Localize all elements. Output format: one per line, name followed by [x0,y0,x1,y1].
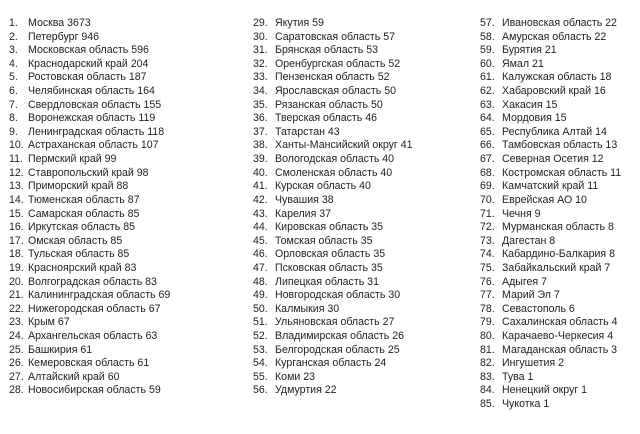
list-item-text: Тува 1 [502,370,534,383]
list-item [9,303,170,317]
list-item-number: 84. [480,384,495,397]
list-item [480,153,621,167]
list-item [253,330,413,344]
list-item-number: 30. [253,30,268,43]
list-item [253,221,413,235]
list-item-text: Ульяновская область 27 [275,316,395,329]
list-item [253,262,413,276]
list-item-number: 79. [480,316,495,329]
list-item [480,208,621,222]
list-item-text: Забайкальский край 7 [502,261,611,274]
list-item [253,180,413,194]
list-item-text: Хабаровский край 16 [502,85,606,98]
list-item-number: 17. [9,234,24,247]
list-item [253,99,413,113]
list-item-number: 27. [9,370,24,383]
list-item-number: 85. [480,398,495,411]
list-item-number: 18. [9,248,24,261]
list-item-number: 57. [480,17,495,29]
list-item-number: 21. [9,289,24,302]
list-item-number: 58. [480,30,495,43]
list-item [480,248,621,262]
list-item [253,139,413,153]
list-item-number: 70. [480,193,495,206]
list-item-number: 78. [480,302,495,315]
list-item [9,330,170,344]
list-item [253,235,413,249]
list-item-text: Еврейская АО 10 [502,193,587,206]
list-item-text: Вологодская область 40 [275,153,395,166]
list-item-text: Крым 67 [28,316,70,329]
list-item-text: Алтайский край 60 [28,370,120,383]
list-item [253,153,413,167]
list-item-number: 41. [253,180,268,193]
list-item-number: 39. [253,153,268,166]
list-item-text: Кабардино-Балкария 8 [502,248,615,261]
list-item-text: Самарская область 85 [28,207,140,220]
list-column-2 [253,17,413,398]
list-item [9,180,170,194]
list-item-number: 22. [9,302,24,315]
list-item-text: Курская область 40 [275,180,371,193]
list-item-text: Тюменская область 87 [28,193,140,206]
list-item-text: Тульская область 85 [28,248,130,261]
list-item-number: 55. [253,370,268,383]
list-item [9,194,170,208]
list-item-text: Липецкая область 31 [275,275,379,288]
list-item-text: Курганская область 24 [275,357,387,370]
list-item [9,371,170,385]
list-item-number: 59. [480,44,495,57]
list-item-text: Нижегородская область 67 [28,302,161,315]
list-item [9,344,170,358]
list-item-number: 65. [480,125,495,138]
list-item-text: Карелия 37 [275,207,332,220]
list-item [253,208,413,222]
list-item-text: Новгородская область 30 [275,289,401,302]
list-item-text: Томская область 35 [275,234,373,247]
list-item [253,357,413,371]
list-item-number: 46. [253,248,268,261]
list-item-text: Калининградская область 69 [28,289,171,302]
list-item-text: Северная Осетия 12 [502,153,604,166]
list-item-number: 26. [9,357,24,370]
list-item [480,289,621,303]
list-item-text: Адыгея 7 [502,275,547,288]
list-item-number: 50. [253,302,268,315]
list-item-text: Ставропольский край 98 [28,166,149,179]
list-item [9,384,170,398]
list-item-number: 11. [9,153,23,166]
list-item-number: 37. [253,125,268,138]
list-item-number: 4. [9,57,18,70]
list-item-number: 61. [480,71,495,84]
list-item-text: Татарстан 43 [275,125,340,138]
list-item [9,139,170,153]
list-item [253,126,413,140]
list-item [253,58,413,72]
list-item [9,289,170,303]
list-item-number: 47. [253,261,268,274]
list-item-number: 40. [253,166,268,179]
list-item-number: 49. [253,289,268,302]
list-item [480,194,621,208]
list-item [480,126,621,140]
list-item-text: Ненецкий округ 1 [502,384,588,397]
list-item-text: Ингушетия 2 [502,357,565,370]
list-item-text: Орловская область 35 [275,248,386,261]
list-item-number: 28. [9,384,24,397]
list-item-number: 81. [480,343,495,356]
list-item-text: Тверская область 46 [275,112,377,125]
list-item [9,99,170,113]
list-item-number: 63. [480,98,495,111]
list-item [253,371,413,385]
list-item-text: Калужская область 18 [502,71,612,84]
list-item [480,17,621,31]
list-item-number: 82. [480,357,495,370]
list-item-text: Пензенская область 52 [275,71,390,84]
list-item-text: Ленинградская область 118 [28,125,165,138]
list-item-text: Ханты-Мансийский округ 41 [275,139,413,152]
list-item [253,112,413,126]
list-item-number: 51. [253,316,268,329]
list-item-number: 36. [253,112,268,125]
list-item-text: Брянская область 53 [275,44,378,57]
list-item-number: 77. [480,289,495,302]
list-item-text: Свердловская область 155 [28,98,162,111]
list-item [480,99,621,113]
list-item-number: 5. [9,71,18,84]
list-item-text: Башкирия 61 [28,343,93,356]
list-item-text: Калмыкия 30 [275,302,340,315]
list-item [253,85,413,99]
list-item-number: 19. [9,261,24,274]
list-item [480,316,621,330]
list-item [480,398,621,412]
list-item-text: Пермский край 99 [28,153,117,166]
list-item-number: 75. [480,261,495,274]
list-item-text: Марий Эл 7 [502,289,560,302]
list-item-number: 35. [253,98,268,111]
list-item-text: Смоленская область 40 [275,166,393,179]
list-item-text: Коми 23 [275,370,315,383]
list-item-number: 3. [9,44,18,57]
list-item [480,262,621,276]
list-item-text: Челябинская область 164 [28,85,155,98]
list-item-number: 62. [480,85,495,98]
list-item-text: Ростовская область 187 [28,71,147,84]
list-item-text: Карачаево-Черкесия 4 [502,330,614,343]
list-item [253,31,413,45]
list-item-text: Дагестан 8 [502,234,556,247]
list-item-number: 52. [253,330,268,343]
list-item-text: Петербург 946 [28,30,100,43]
list-item [253,248,413,262]
list-item-text: Хакасия 15 [502,98,558,111]
list-item-number: 32. [253,57,268,70]
list-item [253,316,413,330]
list-item-text: Севастополь 6 [502,302,575,315]
list-item [253,303,413,317]
list-item-text: Приморский край 88 [28,180,129,193]
list-item [253,384,413,398]
list-item-text: Астраханская область 107 [28,139,159,152]
list-item [253,276,413,290]
list-item-number: 83. [480,370,495,383]
list-item-number: 44. [253,221,268,234]
list-item [480,384,621,398]
list-item-number: 33. [253,71,268,84]
list-item-number: 10. [9,139,24,152]
list-item [253,344,413,358]
list-item [9,316,170,330]
list-item [9,235,170,249]
list-item-text: Московская область 596 [28,44,149,57]
list-item-text: Камчатский край 11 [502,180,599,193]
list-item-number: 31. [253,44,268,57]
list-item [9,167,170,181]
list-item-number: 53. [253,343,268,356]
list-item-text: Воронежская область 119 [28,112,156,125]
list-item [480,85,621,99]
list-item-text: Чечня 9 [502,207,541,220]
list-item [480,371,621,385]
list-item-text: Рязанская область 50 [275,98,383,111]
list-item-number: 80. [480,330,495,343]
list-item-text: Магаданская область 3 [502,343,618,356]
list-item-text: Москва 3673 [28,17,91,29]
list-item-number: 60. [480,57,495,70]
list-item [9,208,170,222]
list-item [9,248,170,262]
list-item-number: 71. [480,207,495,220]
list-item-text: Мурманская область 8 [502,221,614,234]
list-item-number: 64. [480,112,495,125]
list-item-text: Красноярский край 83 [28,261,137,274]
list-item [253,289,413,303]
list-item-number: 23. [9,316,24,329]
list-item [9,44,170,58]
list-item [9,17,170,31]
list-item-number: 38. [253,139,268,152]
list-item-text: Бурятия 21 [502,44,557,57]
list-item-text: Кировская область 35 [275,221,384,234]
list-item-text: Белгородская область 25 [275,343,400,356]
list-item-text: Якутия 59 [275,17,324,29]
list-item-number: 29. [253,17,268,29]
list-item-text: Ивановская область 22 [502,17,617,29]
list-item-number: 20. [9,275,24,288]
list-item-number: 43. [253,207,268,220]
list-item-number: 12. [9,166,24,179]
list-item-number: 69. [480,180,495,193]
list-item-text: Архангельская область 63 [28,330,158,343]
list-item [480,344,621,358]
list-item [480,303,621,317]
list-item-text: Удмуртия 22 [275,384,337,397]
list-item-number: 15. [9,207,24,220]
list-item-text: Чувашия 38 [275,193,334,206]
list-item-number: 76. [480,275,495,288]
list-item [480,357,621,371]
list-item [253,194,413,208]
list-item-number: 13. [9,180,24,193]
list-item [480,139,621,153]
list-item-text: Краснодарский край 204 [28,57,149,70]
list-item [9,276,170,290]
list-item [480,71,621,85]
list-item [9,112,170,126]
list-item [9,262,170,276]
list-item-text: Ямал 21 [502,57,544,70]
list-item [9,58,170,72]
list-item [480,180,621,194]
list-item-text: Сахалинская область 4 [502,316,618,329]
list-item-number: 6. [9,85,18,98]
list-item-number: 34. [253,85,268,98]
list-item [253,17,413,31]
list-column-1 [9,17,170,398]
list-item [253,167,413,181]
list-item [9,71,170,85]
list-item [9,31,170,45]
list-item-number: 7. [9,98,18,111]
list-item-number: 25. [9,343,24,356]
list-item-text: Новосибирская область 59 [28,384,161,397]
list-item [480,31,621,45]
list-item-number: 45. [253,234,268,247]
list-item-number: 66. [480,139,495,152]
list-item-number: 67. [480,153,495,166]
list-item [253,44,413,58]
list-item [480,112,621,126]
list-item-text: Кемеровская область 61 [28,357,150,370]
list-item-number: 74. [480,248,495,261]
list-item [480,167,621,181]
list-item-number: 73. [480,234,495,247]
list-item [480,221,621,235]
list-item-text: Оренбургская область 52 [275,57,401,70]
list-item-number: 54. [253,357,268,370]
list-item-text: Псковская область 35 [275,261,383,274]
list-item-text: Амурская область 22 [502,30,607,43]
list-item-number: 14. [9,193,24,206]
list-item [9,357,170,371]
list-item-text: Владимирская область 26 [275,330,405,343]
list-item [480,44,621,58]
list-item [480,235,621,249]
list-item [9,153,170,167]
list-item-number: 16. [9,221,24,234]
list-item-text: Омская область 85 [28,234,123,247]
list-item-text: Волгоградская область 83 [28,275,157,288]
list-item-text: Ярославская область 50 [275,85,397,98]
list-item-number: 24. [9,330,24,343]
list-item-text: Тамбовская область 13 [502,139,618,152]
list-item [480,330,621,344]
list-item-text: Иркутская область 85 [28,221,135,234]
list-item [9,85,170,99]
list-item [480,58,621,72]
list-item-text: Республика Алтай 14 [502,125,607,138]
list-item [9,221,170,235]
list-item-text: Костромская область 11 [502,166,622,179]
list-item-text: Саратовская область 57 [275,30,396,43]
list-item-number: 1. [9,17,18,29]
list-item-number: 9. [9,125,18,138]
list-item-number: 56. [253,384,268,397]
list-item-text: Чукотка 1 [502,398,550,411]
list-column-3 [480,17,621,412]
list-item-number: 72. [480,221,495,234]
list-item-number: 42. [253,193,268,206]
list-item-number: 2. [9,30,18,43]
list-item [480,276,621,290]
list-item [253,71,413,85]
list-item-number: 8. [9,112,18,125]
list-item-text: Мордовия 15 [502,112,567,125]
list-item-number: 68. [480,166,495,179]
list-item-number: 48. [253,275,268,288]
list-item [9,126,170,140]
